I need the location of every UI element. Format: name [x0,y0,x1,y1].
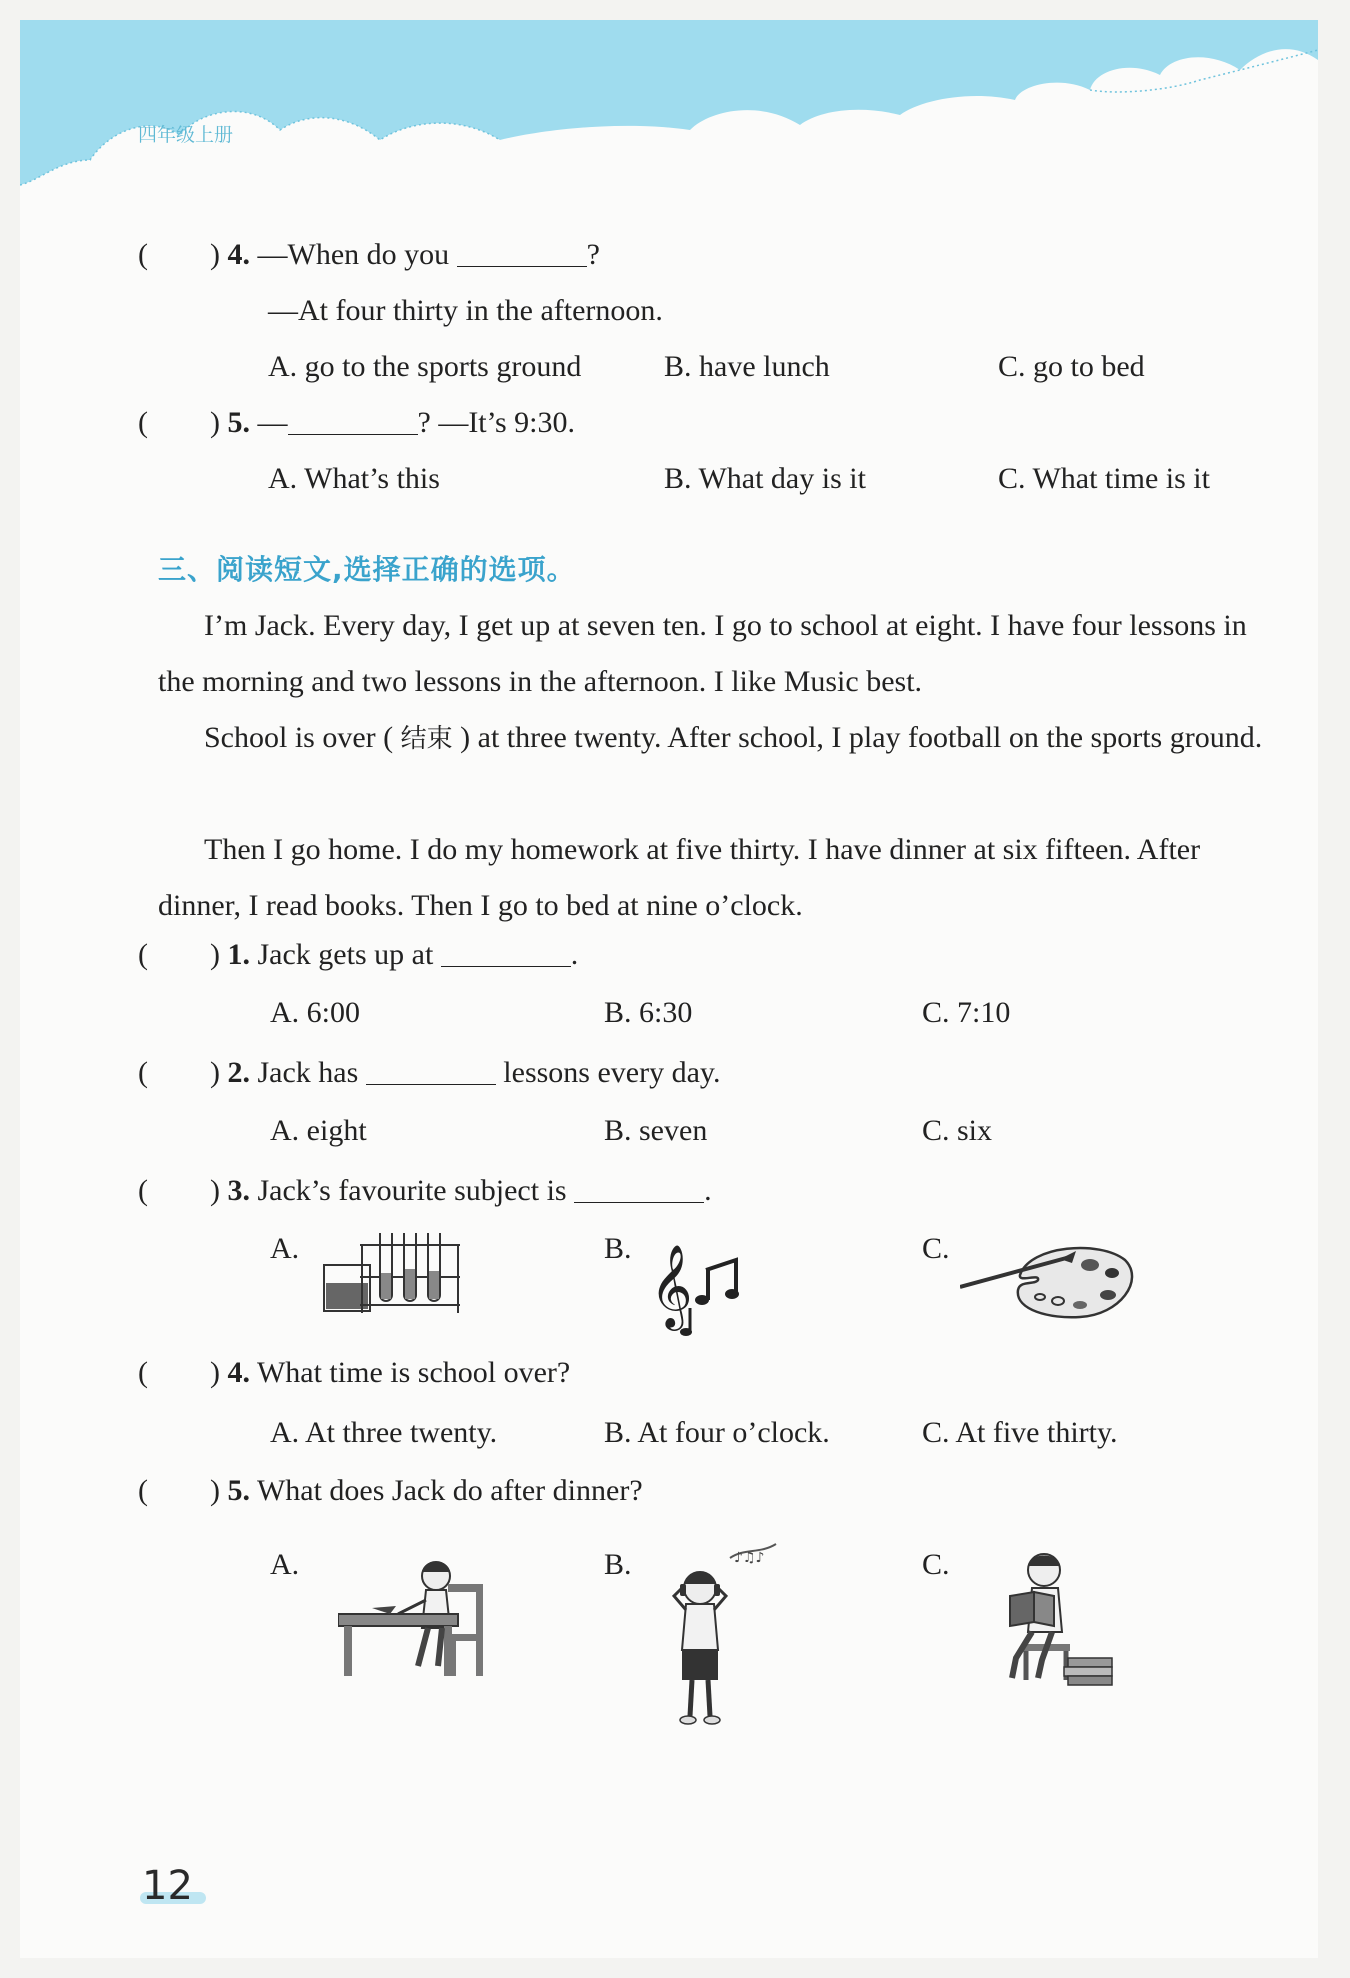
question-number: 3. [227,1174,250,1207]
option-c[interactable]: C. At five thirty. [922,1416,1118,1449]
boy-reading-book-picture[interactable] [982,1540,1122,1700]
option-a[interactable]: A. [270,1548,300,1581]
answer-paren-open: ( [138,1056,148,1089]
answer-paren-open: ( [138,238,148,271]
question-answer-line: —At four thirty in the afternoon. [268,294,663,327]
answer-paren-open: ( [138,1356,148,1389]
answer-paren-close: ) [210,1056,220,1089]
answer-blank[interactable] [288,433,418,435]
music-notes-icon[interactable] [650,1230,760,1340]
passage-paragraph-2 [158,710,1278,767]
paint-palette-icon[interactable] [960,1235,1140,1325]
option-a[interactable]: A. go to the sports ground [268,350,582,383]
question-q5 [210,406,575,440]
reading-question-4 [210,1356,570,1390]
option-a[interactable]: A. 6:00 [270,996,360,1029]
option-a[interactable]: A. eight [270,1114,367,1147]
question-text-end: ? —It’s 9:30. [417,406,575,439]
svg-text:♪♫♪: ♪♫♪ [734,1550,765,1566]
option-c[interactable]: C. go to bed [998,350,1145,383]
answer-paren-open: ( [138,1174,148,1207]
question-text: Jack’s favourite subject is [257,1174,567,1207]
option-b[interactable]: B. [604,1548,632,1581]
boy-listening-music-picture[interactable] [660,1540,790,1740]
passage-text: School is over ( [204,721,394,754]
answer-paren-close: ) [210,406,220,439]
worksheet-page [20,20,1318,1958]
question-text-end: . [570,938,579,971]
answer-blank[interactable] [366,1083,496,1085]
reading-question-3 [210,1174,712,1208]
question-text: Jack has [257,1056,359,1089]
question-number: 5. [227,1474,250,1507]
answer-paren-close: ) [210,1356,220,1389]
option-b[interactable]: B. have lunch [664,350,830,383]
option-b[interactable]: B. At four o’clock. [604,1416,830,1449]
section-title: 三、阅读短文,选择正确的选项。 [158,553,576,586]
option-c[interactable]: C. [922,1548,950,1581]
chinese-gloss: 结束 [400,724,453,754]
passage-paragraph-1: I’m Jack. Every day, I get up at seven ten. I go to school at eight. I have four lessons in the morning and two lessons in the afternoon. I like Music best. [158,609,1247,698]
question-number: 5. [227,406,250,439]
question-number: 4. [227,238,250,271]
answer-paren-open: ( [138,1474,148,1507]
question-text: What does Jack do after dinner? [256,1474,643,1507]
answer-paren-open: ( [138,406,148,439]
passage-paragraph-3: Then I go home. I do my homework at five thirty. I have dinner at six fifteen. After dinner, I read books. Then I go to bed at nine o’clock. [158,833,1201,922]
option-b[interactable]: B. What day is it [664,462,866,495]
grade-label: 四年级上册 [138,124,234,146]
svg-text:𝄞: 𝄞 [650,1243,693,1327]
question-text: Jack gets up at [257,938,434,971]
boy-drawing-picture[interactable] [338,1548,498,1698]
answer-blank[interactable] [457,265,587,267]
option-c[interactable]: C. six [922,1114,993,1147]
page-number: 12 [142,1863,193,1909]
option-b[interactable]: B. seven [604,1114,708,1147]
option-c[interactable]: C. [922,1232,950,1265]
answer-blank[interactable] [441,965,571,967]
answer-paren-open: ( [138,938,148,971]
option-a[interactable]: A. At three twenty. [270,1416,498,1449]
test-tubes-icon[interactable] [320,1225,470,1315]
answer-paren-close: ) [210,938,220,971]
question-q4 [210,238,600,272]
option-c[interactable]: C. 7:10 [922,996,1011,1029]
question-text: What time is school over? [256,1356,571,1389]
option-a[interactable]: A. What’s this [268,462,440,495]
question-text-end: . [704,1174,712,1207]
option-b[interactable]: B. [604,1232,632,1265]
answer-paren-close: ) [210,1174,220,1207]
question-text-end: lessons every day. [503,1056,721,1089]
option-a[interactable]: A. [270,1232,300,1265]
option-b[interactable]: B. 6:30 [604,996,693,1029]
reading-question-5 [210,1474,643,1508]
question-text: — [257,406,288,439]
question-number: 4. [227,1356,250,1389]
question-number: 1. [227,938,250,971]
option-c[interactable]: C. What time is it [998,462,1210,495]
reading-question-2 [210,1056,720,1090]
answer-paren-close: ) [210,1474,220,1507]
question-number: 2. [227,1056,250,1089]
answer-blank[interactable] [574,1201,704,1203]
passage-text: ) at three twenty. After school, I play football on the sports ground. [460,721,1263,754]
header-cloud-band [20,20,1318,210]
answer-paren-close: ) [210,238,220,271]
question-text: —When do you [257,238,450,271]
question-text-end: ? [586,238,600,271]
reading-question-1 [210,938,578,972]
